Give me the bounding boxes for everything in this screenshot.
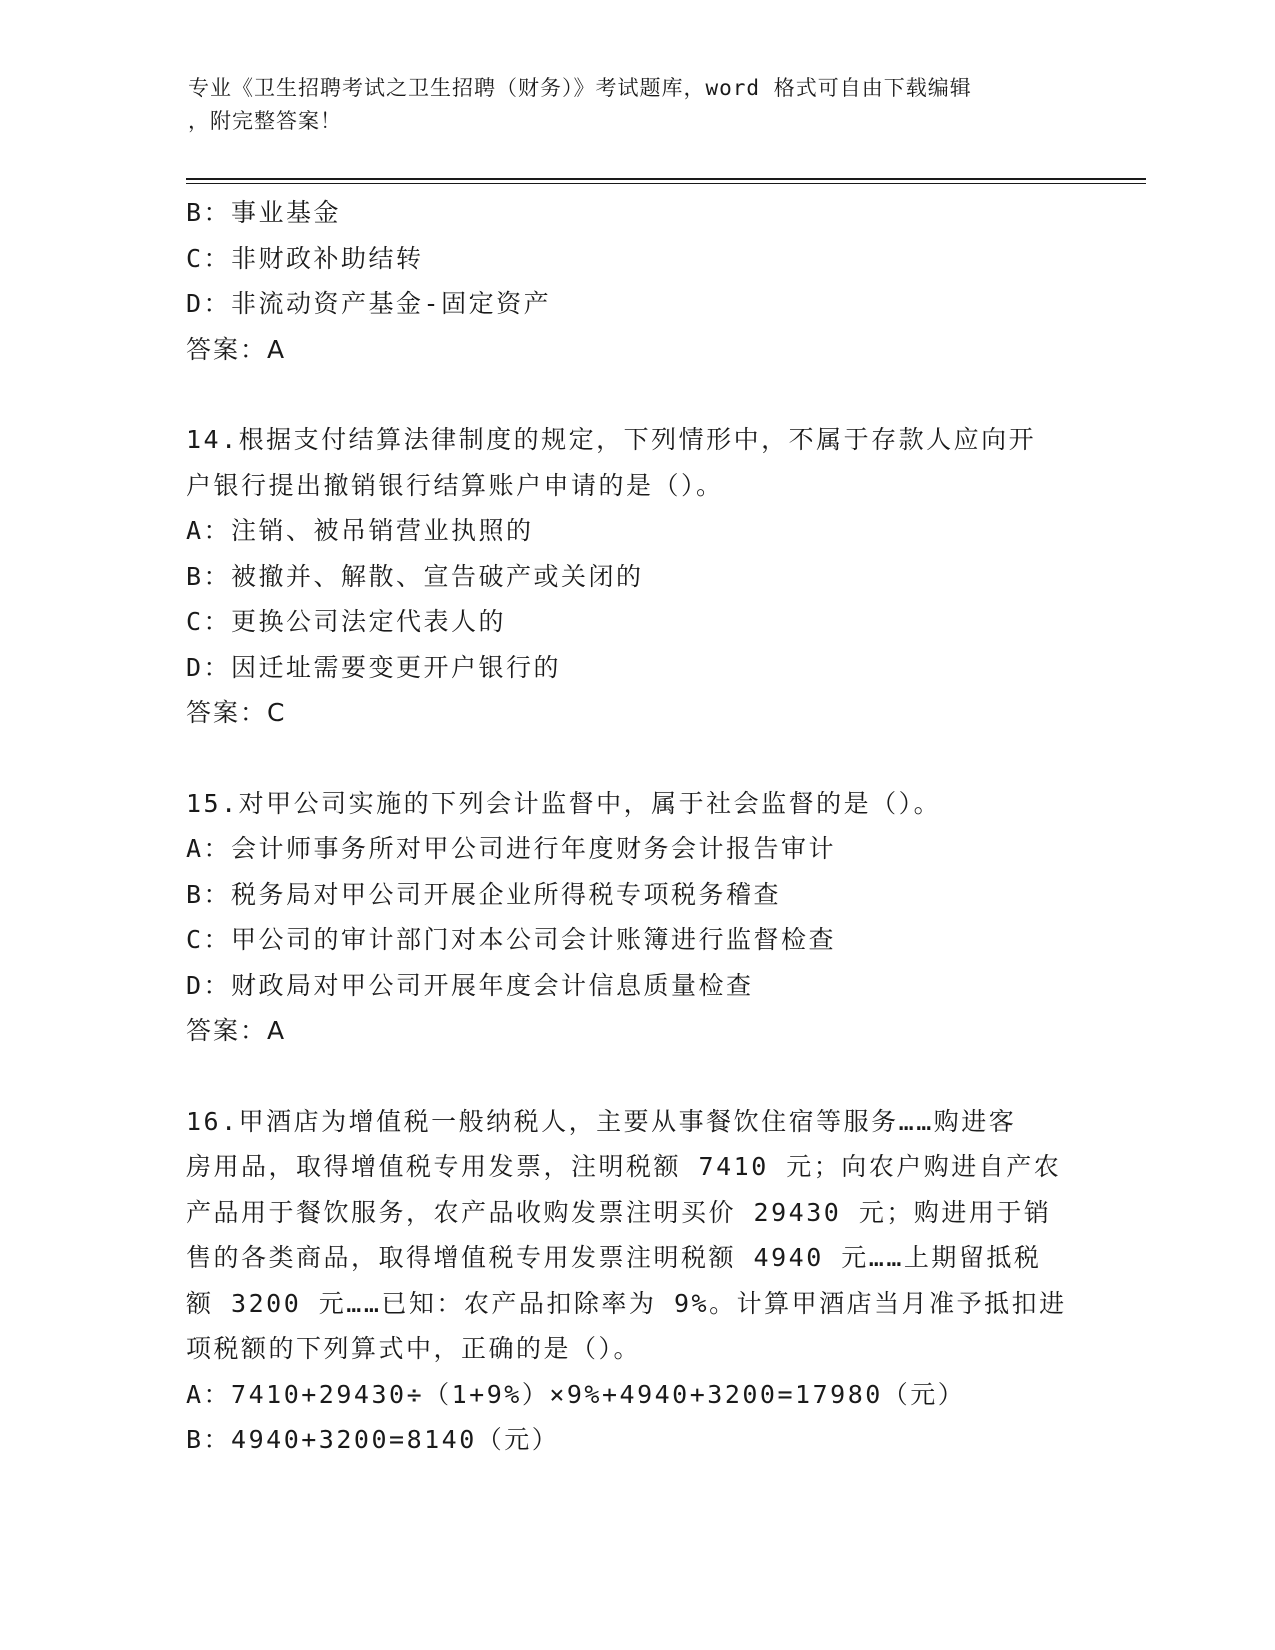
question-list	[186, 190, 1086, 1463]
option-a: A：会计师事务所对甲公司进行年度财务会计报告审计	[186, 834, 837, 863]
header-line-1: 专业《卫生招聘考试之卫生招聘（财务）》考试题库，word 格式可自由下载编辑	[188, 76, 972, 100]
question-16	[186, 1099, 1086, 1463]
question-stem-line: 售的各类商品，取得增值税专用发票注明税额 4940 元……上期留抵税	[186, 1243, 1042, 1272]
option-d: D：非流动资产基金-固定资产	[186, 289, 552, 318]
option-b: B：4940+3200=8140（元）	[186, 1425, 560, 1454]
header-divider-thin	[186, 183, 1146, 184]
option-c: C：非财政补助结转	[186, 243, 424, 273]
header-divider-thick	[186, 178, 1146, 180]
option-a: A：7410+29430÷（1+9%）×9%+4940+3200=17980（元）	[186, 1379, 966, 1409]
option-c: C：更换公司法定代表人的	[186, 607, 507, 636]
question-15	[186, 781, 1086, 1054]
spacer	[186, 736, 1086, 781]
answer-line: 答案：C	[186, 698, 287, 727]
option-b: B：事业基金	[186, 198, 342, 227]
answer-line: 答案：A	[186, 334, 287, 364]
option-a: A：注销、被吊销营业执照的	[186, 516, 534, 545]
spacer	[186, 1054, 1086, 1099]
question-stem-line: 14.根据支付结算法律制度的规定，下列情形中，不属于存款人应向开	[186, 425, 1037, 454]
question-13-partial	[186, 190, 1086, 372]
question-stem-line: 额 3200 元……已知：农产品扣除率为 9%。计算甲酒店当月准予抵扣进	[186, 1288, 1067, 1318]
header-line-2: ，附完整答案！	[188, 109, 342, 133]
question-stem-line: 项税额的下列算式中，正确的是（）。	[186, 1334, 642, 1363]
spacer	[186, 372, 1086, 417]
option-b: B：税务局对甲公司开展企业所得税专项税务稽查	[186, 879, 782, 909]
question-stem-line: 15.对甲公司实施的下列会计监督中，属于社会监督的是（）。	[186, 788, 942, 818]
question-stem-line: 产品用于餐饮服务，农产品收购发票注明买价 29430 元；购进用于销	[186, 1197, 1052, 1227]
question-14	[186, 417, 1086, 736]
document-header	[188, 72, 1068, 138]
option-b: B：被撤并、解散、宣告破产或关闭的	[186, 561, 644, 591]
question-stem-line: 16.甲酒店为增值税一般纳税人，主要从事餐饮住宿等服务……购进客	[186, 1106, 1017, 1136]
option-d: D：因迁址需要变更开户银行的	[186, 652, 562, 682]
option-d: D：财政局对甲公司开展年度会计信息质量检查	[186, 970, 754, 1000]
answer-line: 答案：A	[186, 1016, 287, 1045]
question-stem-line: 户银行提出撤销银行结算账户申请的是（）。	[186, 470, 724, 500]
question-stem-line: 房用品，取得增值税专用发票，注明税额 7410 元；向农户购进自产农	[186, 1152, 1062, 1181]
option-c: C：甲公司的审计部门对本公司会计账簿进行监督检查	[186, 925, 837, 954]
